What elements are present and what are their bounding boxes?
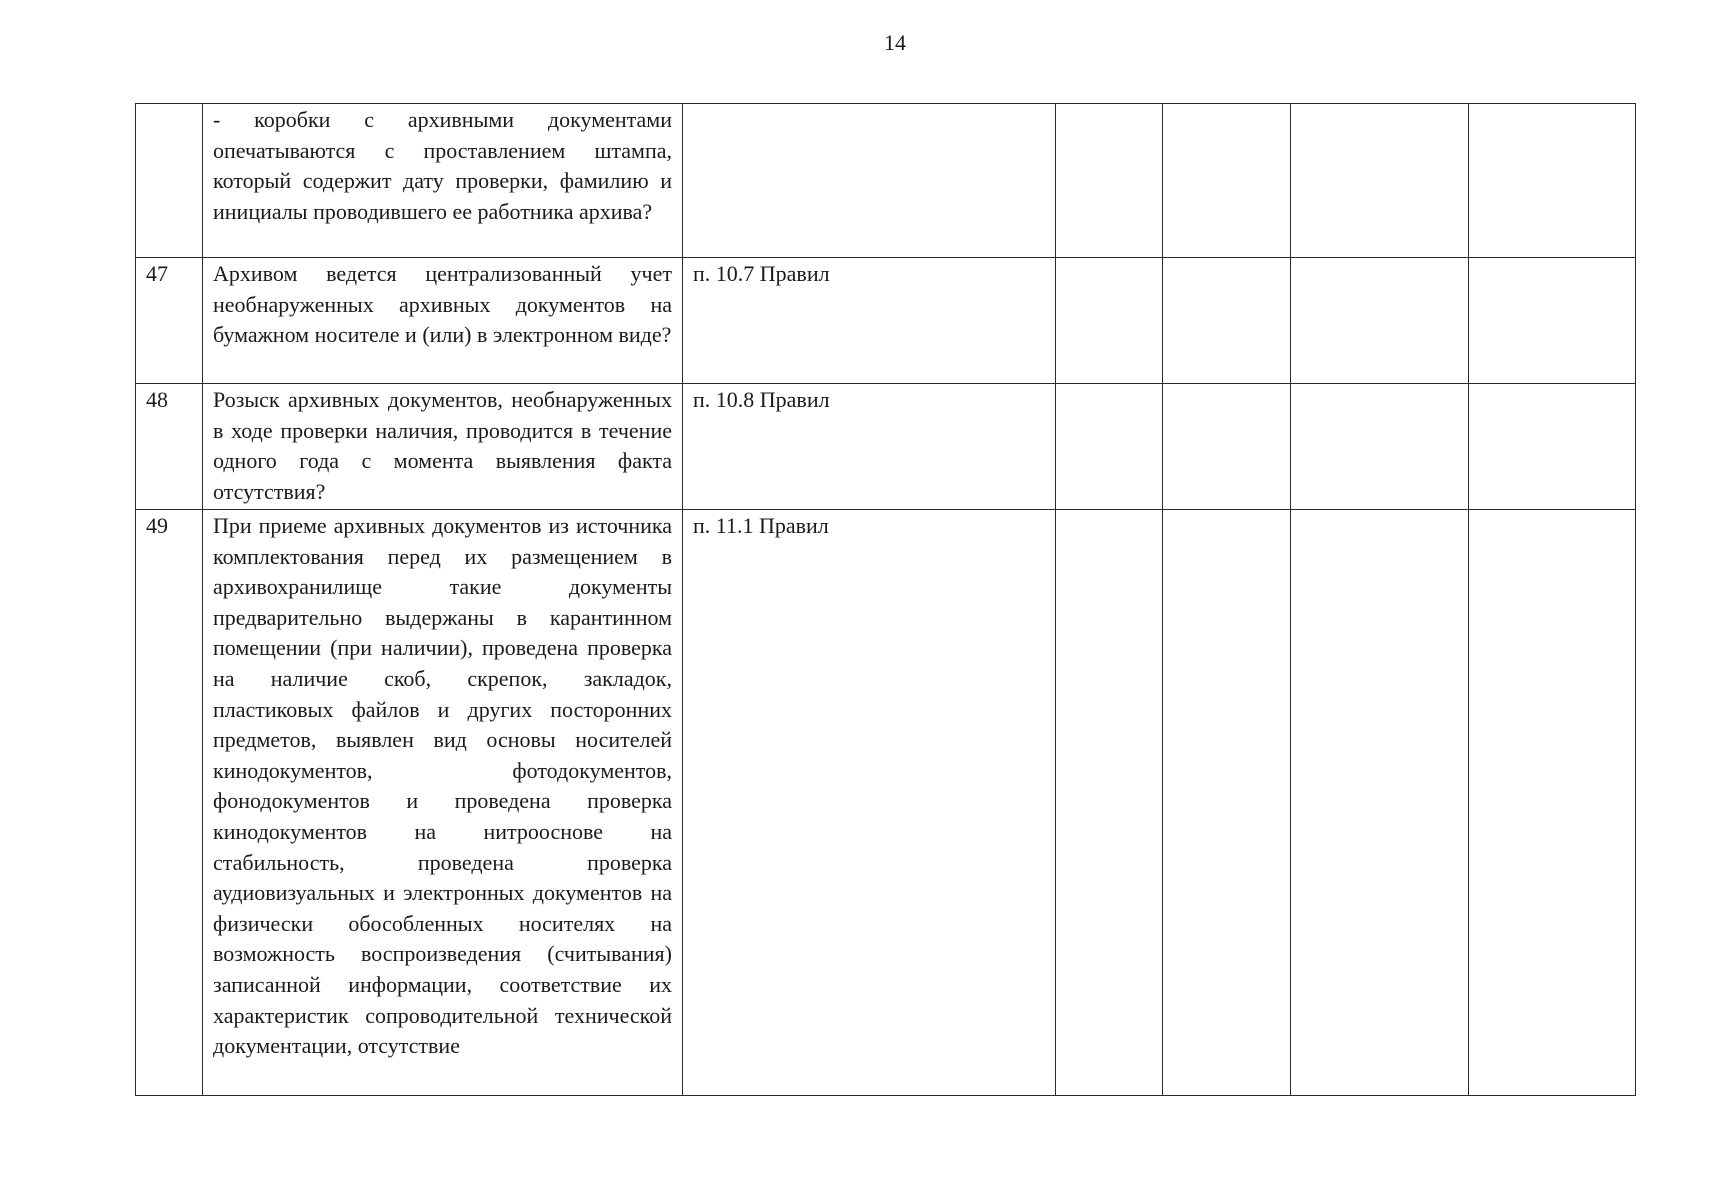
row-question: - коробки с архивными документами опечатываются с проставлением штампа, который содержит дату проверки, фамилию и инициалы проводившего ее работника архива? (203, 104, 683, 258)
row-question: Розыск архивных документов, необнаруженных в ходе проверки наличия, проводится в течение одного года с момента выявления факта отсутствия? (203, 384, 683, 510)
row-question: Архивом ведется централизованный учет необнаруженных архивных документов на бумажном носителе и (или) в электронном виде? (203, 258, 683, 384)
answer-cell (1469, 104, 1636, 258)
answer-cell (1469, 258, 1636, 384)
page-number: 14 (884, 30, 906, 55)
table-row (136, 258, 1636, 384)
answer-cell (1469, 384, 1636, 510)
answer-cell (1291, 384, 1469, 510)
row-number: 49 (136, 510, 203, 1096)
row-number: 48 (136, 384, 203, 510)
table-row (136, 104, 1636, 258)
answer-cell (1469, 510, 1636, 1096)
row-number: 47 (136, 258, 203, 384)
answer-cell (1291, 510, 1469, 1096)
answer-cell (1291, 258, 1469, 384)
row-question: При приеме архивных документов из источника комплектования перед их размещением в архивохранилище такие документы предварительно выдержаны в карантинном помещении (при наличии), проведена проверка на наличие скоб, скрепок, закладок, пластиковых файлов и других посторонних предметов, выявлен вид основы носителей кинодокументов, фотодокументов, фонодокументов и проведена проверка кинодокументов на нитрооснове на стабильность, проведена проверка аудиовизуальных и электронных документов на физически обособленных носителях на возможность воспроизведения (считывания) записанной информации, соответствие их характеристик сопроводительной технической документации, отсутствие (203, 510, 683, 1096)
table-row (136, 510, 1636, 1096)
answer-cell (1163, 510, 1291, 1096)
row-reference: п. 10.7 Правил (683, 258, 1056, 384)
answer-cell (1056, 384, 1163, 510)
answer-cell (1056, 104, 1163, 258)
answer-cell (1291, 104, 1469, 258)
answer-cell (1056, 510, 1163, 1096)
row-reference: п. 11.1 Правил (683, 510, 1056, 1096)
table-row (136, 384, 1636, 510)
checklist-table (135, 103, 1636, 1096)
answer-cell (1163, 258, 1291, 384)
answer-cell (1056, 258, 1163, 384)
answer-cell (1163, 384, 1291, 510)
row-number (136, 104, 203, 258)
answer-cell (1163, 104, 1291, 258)
row-reference (683, 104, 1056, 258)
row-reference: п. 10.8 Правил (683, 384, 1056, 510)
